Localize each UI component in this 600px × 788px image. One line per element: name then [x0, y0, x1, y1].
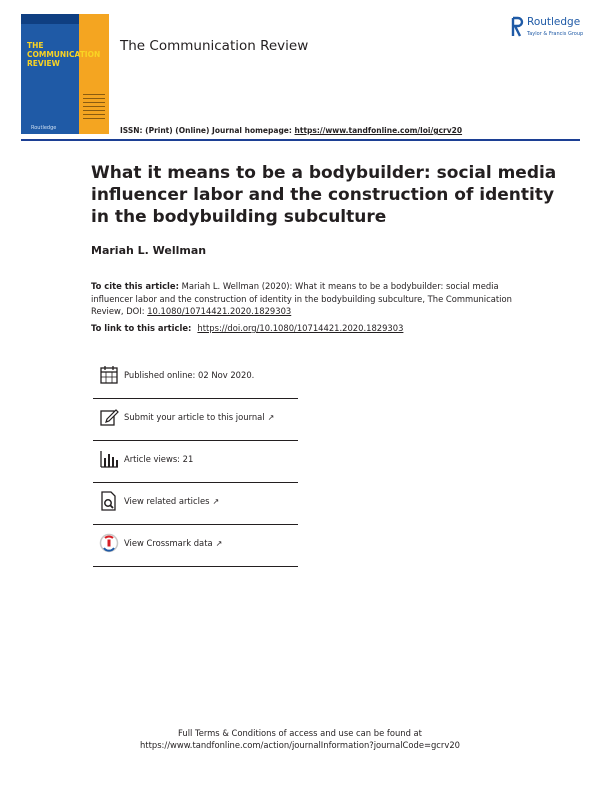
- bar-chart-icon: [99, 449, 119, 469]
- cover-title-line: THE: [27, 41, 44, 50]
- info-item-related[interactable]: [93, 488, 298, 525]
- issn-text: ISSN: (Print) (Online) Journal homepage:: [120, 126, 295, 135]
- info-item-published: [93, 362, 298, 399]
- document-search-icon: [99, 491, 119, 511]
- crossmark-link[interactable]: [124, 538, 222, 548]
- link-label: To link to this article:: [91, 323, 192, 333]
- footer-terms-link[interactable]: https://www.tandfonline.com/action/journalInformation?journalCode=gcrv20: [140, 740, 460, 750]
- submit-article-label: Submit your article to this journal: [124, 412, 265, 422]
- external-link-icon: ↗: [215, 539, 223, 548]
- related-articles-link[interactable]: [124, 496, 219, 506]
- publisher-logo[interactable]: [510, 16, 590, 46]
- publisher-name: Routledge: [527, 16, 581, 28]
- footer-terms-text: Full Terms & Conditions of access and use can be found at: [178, 728, 422, 738]
- journal-cover-image: [21, 14, 109, 134]
- article-views-text: Article views: 21: [124, 454, 194, 464]
- crossmark-label: View Crossmark data: [124, 538, 213, 548]
- routledge-logo-icon: [510, 16, 524, 38]
- published-date-text: Published online: 02 Nov 2020.: [124, 370, 255, 380]
- citation-block: [91, 280, 521, 318]
- external-link-icon: ↗: [267, 413, 275, 422]
- article-author[interactable]: Mariah L. Wellman: [91, 244, 207, 257]
- edit-icon: [99, 407, 119, 427]
- info-item-views: [93, 446, 298, 483]
- cover-contents-lines: [83, 94, 105, 122]
- info-item-crossmark[interactable]: [93, 530, 298, 567]
- related-articles-label: View related articles: [124, 496, 210, 506]
- article-link-line: [91, 323, 403, 333]
- cite-label: To cite this article:: [91, 281, 179, 291]
- cover-title-line: COMMUNICATION: [27, 50, 101, 59]
- crossmark-icon: [99, 533, 119, 553]
- cover-title-line: REVIEW: [27, 59, 60, 68]
- header-divider: [21, 139, 580, 141]
- cover-publisher-logo: Routledge: [31, 125, 57, 131]
- info-item-submit[interactable]: [93, 404, 298, 441]
- submit-article-link[interactable]: [124, 412, 274, 422]
- issn-homepage-line: [120, 126, 462, 135]
- journal-title: The Communication Review: [120, 38, 309, 54]
- cite-text: Mariah L. Wellman (2020): What it means to be a bodybuilder: social media influencer labor and the construction of identity in the bodybuilding subculture, The Communication Review, DOI:: [91, 281, 512, 316]
- doi-link[interactable]: 10.1080/10714421.2020.1829303: [147, 306, 292, 316]
- article-title: What it means to be a bodybuilder: social media influencer labor and the construction of identity in the bodybuilding subculture: [91, 163, 557, 227]
- external-link-icon: ↗: [212, 497, 220, 506]
- journal-homepage-link[interactable]: https://www.tandfonline.com/loi/gcrv20: [294, 126, 463, 135]
- calendar-icon: [99, 365, 119, 385]
- cover-title: [27, 41, 107, 68]
- publisher-tagline: Taylor & Francis Group: [527, 31, 584, 37]
- article-doi-url-link[interactable]: https://doi.org/10.1080/10714421.2020.1829303: [197, 323, 404, 333]
